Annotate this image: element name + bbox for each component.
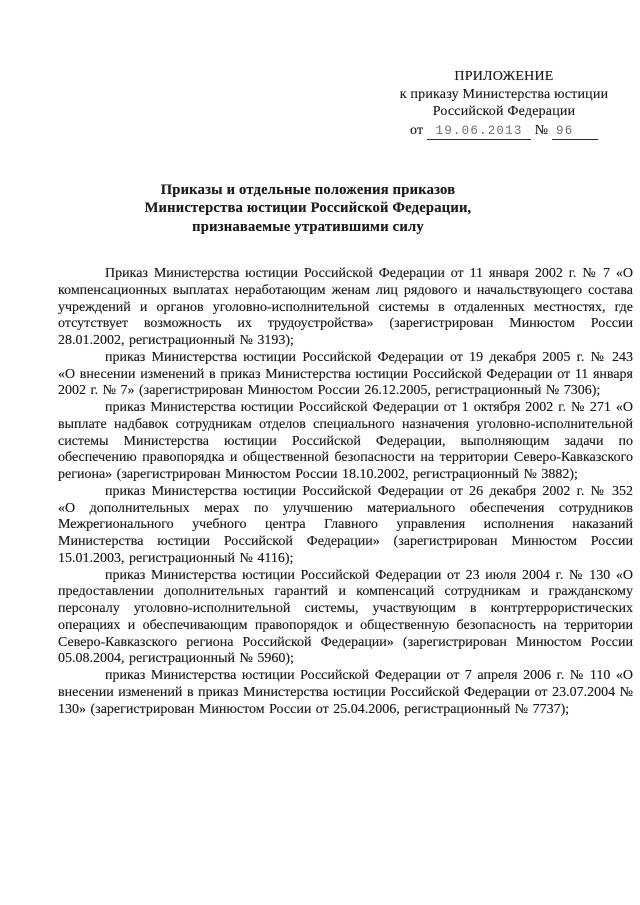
date-prefix: от xyxy=(409,122,424,138)
date-value: 19.06.2013 xyxy=(435,123,523,138)
number-underline xyxy=(552,123,598,140)
paragraph-order-2004-130: приказ Министерства юстиции Российской Федерации от 23 июля 2004 г. № 130 «О предоставлении дополнительных гарантий и компенсаций сотрудникам и гражданскому персоналу уголовно-исполнительной системы, участвующим в контртеррористических операциях и обеспечивающим правопорядок и общественную безопасность на территории Северо-Кавказского региона Российской Федерации» (зарегистрирован Минюстом России 05.08.2004, регистрационный № 5960); xyxy=(58,567,633,667)
document-title xyxy=(58,181,558,236)
paragraph-order-2006-110: приказ Министерства юстиции Российской Федерации от 7 апреля 2006 г. № 110 «О внесении изменений в приказ Министерства юстиции Российской Федерации от 23.07.2004 № 130» (зарегистрирован Минюстом России от 25.04.2006, регистрационный № 7737); xyxy=(58,668,633,717)
title-line-1: Приказы и отдельные положения приказов xyxy=(160,182,456,198)
appendix-to-order-line: к приказу Министерства юстиции xyxy=(399,86,609,102)
paragraph-order-2005-243: приказ Министерства юстиции Российской Федерации от 19 декабря 2005 г. № 243 «О внесении изменений в приказ Министерства юстиции Российской Федерации от 11 января 2002 г. № 7» (зарегистрирован Минюстом России 26.12.2005, регистрационный № 7306); xyxy=(58,349,633,399)
appendix-org-line: Российской Федерации xyxy=(432,104,576,119)
number-sign: № xyxy=(534,122,549,138)
title-line-3: признаваемые утратившими силу xyxy=(192,218,424,235)
document-body xyxy=(58,266,633,718)
paragraph-order-2002-271: приказ Министерства юстиции Российской Федерации от 1 октября 2002 г. № 271 «О выплате надбавок сотрудникам отделов специального назначения уголовно-исполнительной системы Министерства юстиции Российской Федерации, выполняющим задачи по обеспечению правопорядка и общественной безопасности на территории Северо-Кавказского региона» (зарегистрирован Минюстом России 18.10.2002, регистрационный № 3882); xyxy=(58,400,633,482)
appendix-date-line xyxy=(386,122,622,140)
title-line-2: Министерства юстиции Российской Федерации, xyxy=(144,200,472,217)
date-underline xyxy=(427,123,531,140)
appendix-label: ПРИЛОЖЕНИЕ xyxy=(454,69,554,84)
appendix-header xyxy=(386,68,622,140)
number-value: 96 xyxy=(556,123,574,138)
paragraph-order-2002-352: приказ Министерства юстиции Российской Федерации от 26 декабря 2002 г. № 352 «О дополнительных мерах по улучшению материального обеспечения сотрудников Межрегионального учебного центра Главного управления исполнения наказаний Министерства юстиции Российской Федерации» (зарегистрирован Минюстом России 15.01.2003, регистрационный № 4116); xyxy=(58,483,633,566)
paragraph-order-2002-7: Приказ Министерства юстиции Российской Федерации от 11 января 2002 г. № 7 «О компенсационных выплатах неработающим женам лиц рядового и начальствующего состава учреждений и органов уголовно-исполнительной системы в отдаленных местностях, где отсутствует возможность их трудоустройства» (зарегистрирован Минюстом России 28.01.2002, регистрационный № 3193); xyxy=(58,266,633,348)
